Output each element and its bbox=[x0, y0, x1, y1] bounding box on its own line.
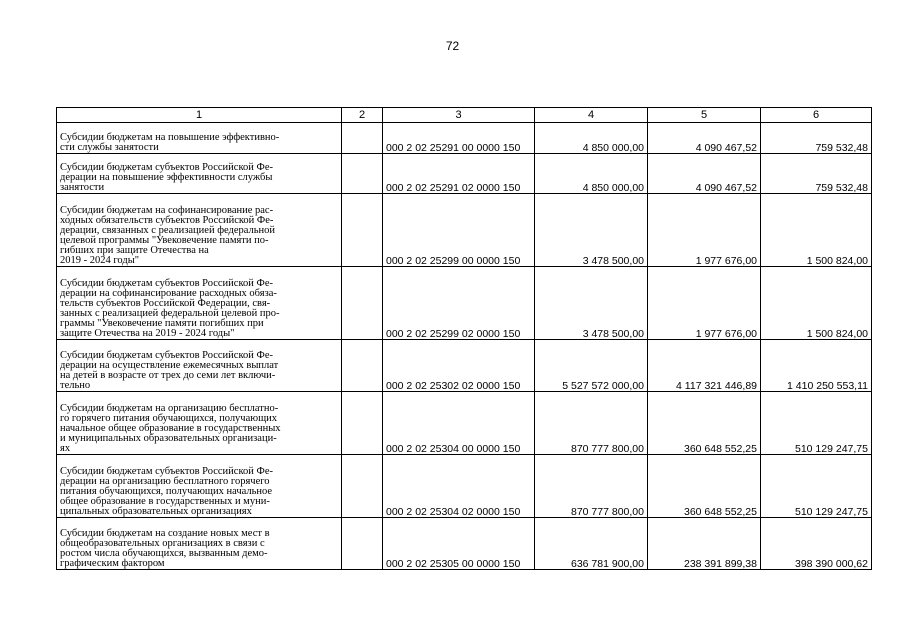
row-value-4: 5 527 572 000,00 bbox=[535, 340, 648, 392]
row-col2 bbox=[342, 392, 383, 455]
row-value-5: 360 648 552,25 bbox=[648, 455, 761, 518]
row-value-5: 4 090 467,52 bbox=[648, 154, 761, 194]
row-col2 bbox=[342, 123, 383, 154]
row-col2 bbox=[342, 194, 383, 267]
row-value-5: 360 648 552,25 bbox=[648, 392, 761, 455]
table-row bbox=[57, 392, 872, 455]
row-code: 000 2 02 25304 00 0000 150 bbox=[383, 392, 535, 455]
row-value-5: 4 117 321 446,89 bbox=[648, 340, 761, 392]
row-code: 000 2 02 25302 02 0000 150 bbox=[383, 340, 535, 392]
table-row bbox=[57, 518, 872, 570]
row-name: Субсидии бюджетам субъектов Российской Фе- дерации на софинансирование расходных обяза- тельств субъектов Российской Федерации, свя- занных с реализацией федеральной целевой про- граммы "Увековечение памяти погибших при защите Отечества на 2019 - 2024 годы" bbox=[57, 267, 342, 340]
row-name: Субсидии бюджетам субъектов Российской Фе- дерации на повышение эффективности службы занятости bbox=[57, 154, 342, 194]
row-name: Субсидии бюджетам на повышение эффективно- сти службы занятости bbox=[57, 123, 342, 154]
column-header: 6 bbox=[761, 108, 872, 123]
row-name: Субсидии бюджетам на софинансирование рас- ходных обязательств субъектов Российской Фе- дерации, связанных с реализацией федеральной целевой программы "Увековечение памяти по- гибших при защите Отечества на 2019 - 2024 годы" bbox=[57, 194, 342, 267]
row-value-5: 1 977 676,00 bbox=[648, 194, 761, 267]
row-value-6: 1 410 250 553,11 bbox=[761, 340, 872, 392]
row-value-4: 3 478 500,00 bbox=[535, 194, 648, 267]
row-code: 000 2 02 25305 00 0000 150 bbox=[383, 518, 535, 570]
row-value-6: 759 532,48 bbox=[761, 123, 872, 154]
row-col2 bbox=[342, 340, 383, 392]
column-header: 3 bbox=[383, 108, 535, 123]
column-header: 5 bbox=[648, 108, 761, 123]
row-value-5: 238 391 899,38 bbox=[648, 518, 761, 570]
row-value-6: 510 129 247,75 bbox=[761, 455, 872, 518]
row-col2 bbox=[342, 267, 383, 340]
row-col2 bbox=[342, 455, 383, 518]
row-col2 bbox=[342, 518, 383, 570]
table-row bbox=[57, 194, 872, 267]
table-row bbox=[57, 340, 872, 392]
row-value-6: 1 500 824,00 bbox=[761, 194, 872, 267]
page-number: 72 bbox=[445, 39, 460, 53]
row-code: 000 2 02 25299 02 0000 150 bbox=[383, 267, 535, 340]
column-header: 4 bbox=[535, 108, 648, 123]
row-code: 000 2 02 25291 02 0000 150 bbox=[383, 154, 535, 194]
table-header-row bbox=[57, 108, 872, 123]
column-header: 2 bbox=[342, 108, 383, 123]
row-value-4: 4 850 000,00 bbox=[535, 123, 648, 154]
row-value-4: 870 777 800,00 bbox=[535, 455, 648, 518]
row-name: Субсидии бюджетам на создание новых мест в общеобразовательных организациях в связи с ростом числа обучающихся, вызванным демо- графическим фактором bbox=[57, 518, 342, 570]
table-row bbox=[57, 455, 872, 518]
row-value-4: 4 850 000,00 bbox=[535, 154, 648, 194]
budget-table bbox=[56, 107, 872, 570]
row-name: Субсидии бюджетам на организацию бесплатно- го горячего питания обучающихся, получающих начальное общее образование в государственных и муниципальных образовательных организаци- ях bbox=[57, 392, 342, 455]
row-value-6: 1 500 824,00 bbox=[761, 267, 872, 340]
row-value-4: 870 777 800,00 bbox=[535, 392, 648, 455]
row-col2 bbox=[342, 154, 383, 194]
row-value-4: 636 781 900,00 bbox=[535, 518, 648, 570]
column-header: 1 bbox=[57, 108, 342, 123]
row-value-5: 4 090 467,52 bbox=[648, 123, 761, 154]
row-name: Субсидии бюджетам субъектов Российской Фе- дерации на организацию бесплатного горячего питания обучающихся, получающих начальное общее образование в государственных и муни- ципальных образовательных организациях bbox=[57, 455, 342, 518]
table-row bbox=[57, 123, 872, 154]
row-name: Субсидии бюджетам субъектов Российской Фе- дерации на осуществление ежемесячных выплат на детей в возрасте от трех до семи лет включи- тельно bbox=[57, 340, 342, 392]
table-row bbox=[57, 154, 872, 194]
row-value-6: 759 532,48 bbox=[761, 154, 872, 194]
row-value-6: 398 390 000,62 bbox=[761, 518, 872, 570]
row-value-5: 1 977 676,00 bbox=[648, 267, 761, 340]
table-row bbox=[57, 267, 872, 340]
row-value-4: 3 478 500,00 bbox=[535, 267, 648, 340]
row-code: 000 2 02 25304 02 0000 150 bbox=[383, 455, 535, 518]
row-value-6: 510 129 247,75 bbox=[761, 392, 872, 455]
row-code: 000 2 02 25291 00 0000 150 bbox=[383, 123, 535, 154]
row-code: 000 2 02 25299 00 0000 150 bbox=[383, 194, 535, 267]
